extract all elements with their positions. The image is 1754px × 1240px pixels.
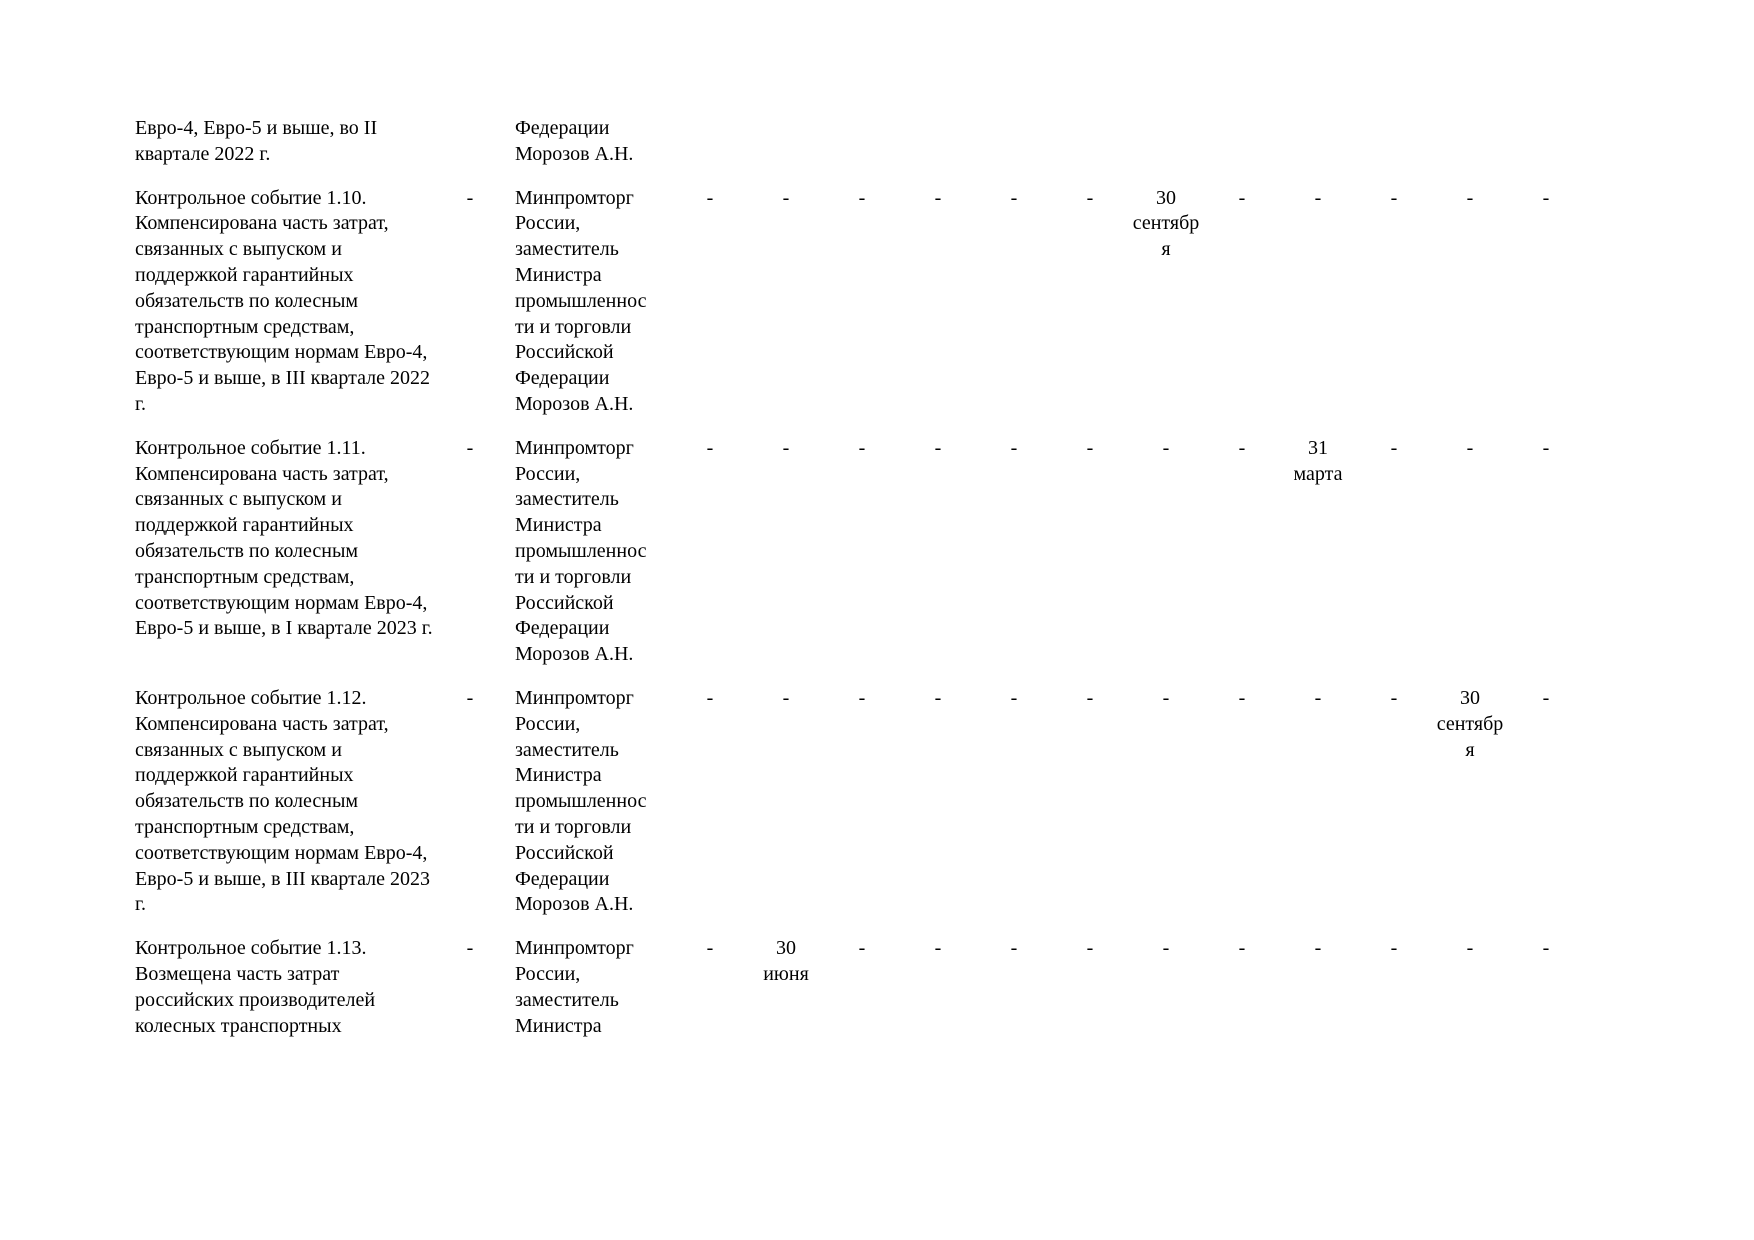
period-cell: - <box>1238 686 1246 709</box>
responsible-executor: Минпромторг России, заместитель Министра промышленности и торговли Российской Федерации Морозов А.Н. <box>515 686 647 916</box>
milestone-date-cell: 30 июня <box>763 937 809 985</box>
period-cell: - <box>1390 686 1398 709</box>
period-cell: - <box>1314 686 1322 709</box>
period-cell: - <box>1162 937 1170 960</box>
period-cell: - <box>1238 186 1246 209</box>
period-cell: - <box>1466 937 1474 960</box>
table-row <box>135 436 1754 668</box>
period-cell: - <box>934 937 942 960</box>
period-cell: - <box>706 436 714 459</box>
milestone-date-cell: 31 марта <box>1293 436 1343 485</box>
period-cell: - <box>858 436 866 459</box>
table-row <box>135 936 1754 1039</box>
period-cell: - <box>706 686 714 709</box>
event-description: Контрольное событие 1.10. Компенсирована часть затрат, связанных с выпуском и поддержкой гарантийных обязательств по колесным транспортным средствам, соответствующим нормам Евро-4, Евро-5 и выше, в III квартале 2022 г. <box>135 186 431 415</box>
period-cell: - <box>1010 186 1018 209</box>
event-description: Контрольное событие 1.11. Компенсирована часть затрат, связанных с выпуском и поддержкой гарантийных обязательств по колесным транспортным средствам, соответствующим нормам Евро-4, Евро-5 и выше, в I квартале 2023 г. <box>135 436 433 640</box>
period-cell: - <box>1542 436 1550 459</box>
table-row <box>135 186 1754 418</box>
period-cell: - <box>1542 186 1550 209</box>
event-description: Контрольное событие 1.12. Компенсирована часть затрат, связанных с выпуском и поддержкой гарантийных обязательств по колесным транспортным средствам, соответствующим нормам Евро-4, Евро-5 и выше, в III квартале 2023 г. <box>135 686 431 916</box>
responsible-executor: Минпромторг России, заместитель Министра промышленности и торговли Российской Федерации Морозов А.Н. <box>515 436 647 666</box>
period-cell: - <box>858 937 866 960</box>
table-row <box>135 686 1754 918</box>
period-cell: - <box>706 937 714 960</box>
period-cell: - <box>1390 186 1398 209</box>
period-cell: - <box>1466 436 1474 459</box>
period-cell: - <box>706 186 714 209</box>
period-cell: - <box>858 186 866 209</box>
period-cell: - <box>1162 436 1170 459</box>
period-cell: - <box>934 686 942 709</box>
status-dash-cell: - <box>466 937 474 960</box>
period-cell: - <box>1086 937 1094 960</box>
period-cell: - <box>1086 186 1094 209</box>
responsible-executor: Федерации Морозов А.Н. <box>515 117 634 165</box>
period-cell: - <box>1542 937 1550 960</box>
period-cell: - <box>1390 436 1398 459</box>
period-cell: - <box>1314 186 1322 209</box>
period-cell: - <box>782 186 790 209</box>
period-cell: - <box>782 436 790 459</box>
period-cell: - <box>1010 436 1018 459</box>
period-cell: - <box>1010 937 1018 960</box>
event-description: Евро-4, Евро-5 и выше, во II квартале 2022 г. <box>135 117 378 165</box>
event-description: Контрольное событие 1.13. Возмещена часть затрат российских производителей колесных транспортных <box>135 937 376 1037</box>
period-cell: - <box>1010 686 1018 709</box>
status-dash-cell: - <box>466 436 474 459</box>
period-cell: - <box>1238 436 1246 459</box>
period-cell: - <box>934 186 942 209</box>
milestone-date-cell: 30 сентября <box>1132 186 1200 261</box>
status-dash-cell: - <box>466 186 474 209</box>
period-cell: - <box>858 686 866 709</box>
status-dash-cell: - <box>466 686 474 709</box>
period-cell: - <box>1390 937 1398 960</box>
period-cell: - <box>1086 436 1094 459</box>
responsible-executor: Минпромторг России, заместитель Министра промышленности и торговли Российской Федерации Морозов А.Н. <box>515 186 647 415</box>
period-cell: - <box>1542 686 1550 709</box>
period-cell: - <box>1314 937 1322 960</box>
period-cell: - <box>782 686 790 709</box>
milestone-date-cell: 30 сентября <box>1436 686 1504 761</box>
period-cell: - <box>1238 937 1246 960</box>
period-cell: - <box>934 436 942 459</box>
period-cell: - <box>1162 686 1170 709</box>
period-cell: - <box>1086 686 1094 709</box>
period-cell: - <box>1466 186 1474 209</box>
table-row <box>135 116 1754 168</box>
responsible-executor: Минпромторг России, заместитель Министра <box>515 937 634 1037</box>
